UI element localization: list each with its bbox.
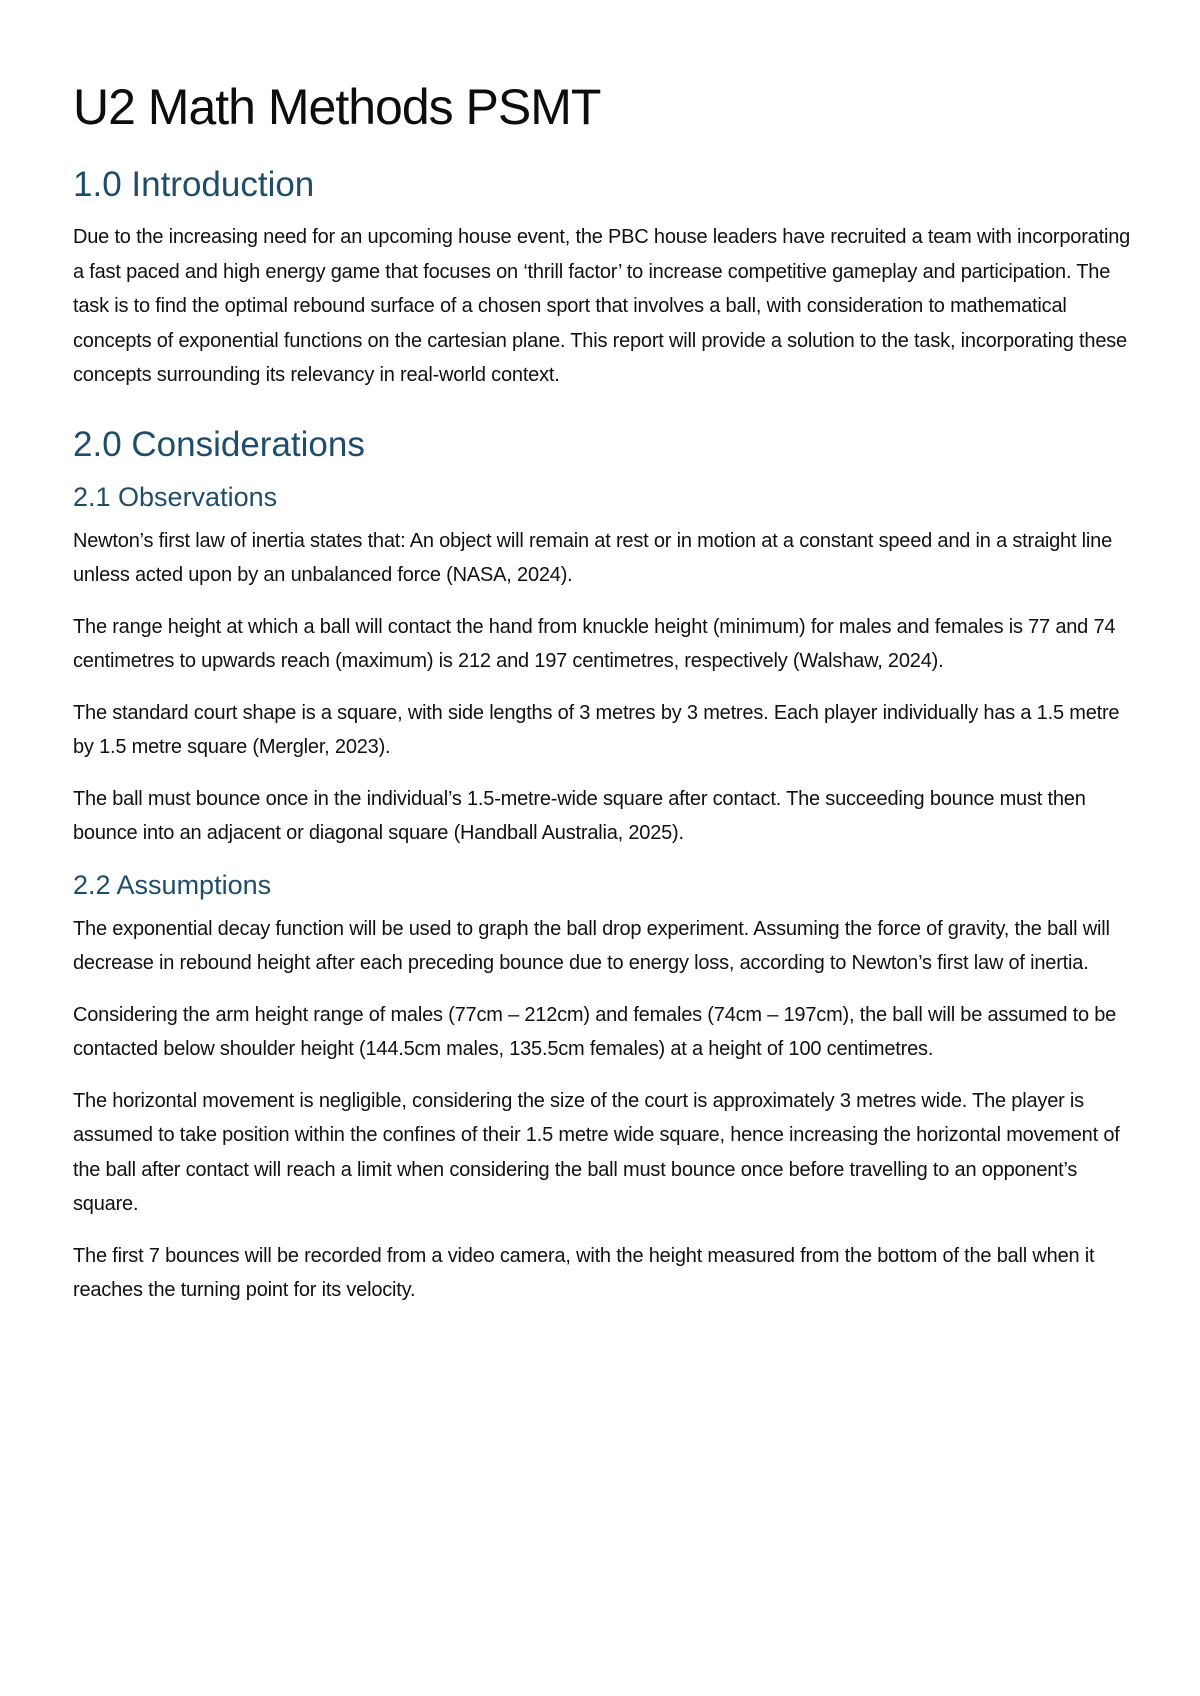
observation-paragraph: Newton’s first law of inertia states that: An object will remain at rest or in motion at a constant speed and in a straight line unless acted upon by an unbalanced force (NASA, 2024). (73, 529, 1113, 586)
section-considerations (73, 424, 1133, 1308)
assumption-paragraph: The exponential decay function will be used to graph the ball drop experiment. Assuming the force of gravity, the ball will decrease in rebound height after each preceding bounce due to energy loss, according to Newton’s first law of inertia. (73, 917, 1110, 974)
intro-paragraph: Due to the increasing need for an upcoming house event, the PBC house leaders have recruited a team with incorporating a fast paced and high energy game that focuses on ‘thrill factor’ to increase competitive gameplay and participation. The task is to find the optimal rebound surface of a chosen sport that involves a ball, with consideration to mathematical concepts of exponential functions on the cartesian plane. This report will provide a solution to the task, incorporating these concepts surrounding its relevancy in real-world context. (73, 226, 1131, 386)
document-title: U2 Math Methods PSMT (73, 79, 601, 135)
subsection-assumptions (73, 868, 1133, 1308)
assumption-paragraph: Considering the arm height range of males (77cm – 212cm) and females (74cm – 197cm), the ball will be assumed to be contacted below shoulder height (144.5cm males, 135.5cm females) at a height of 100 centimetres. (73, 1003, 1117, 1060)
assumption-paragraph: The first 7 bounces will be recorded from a video camera, with the height measured from the bottom of the ball when it reaches the turning point for its velocity. (73, 1244, 1095, 1301)
heading-assumptions: 2.2 Assumptions (73, 869, 272, 900)
heading-considerations: 2.0 Considerations (73, 424, 365, 464)
section-introduction (73, 164, 1133, 393)
assumption-paragraph: The horizontal movement is negligible, considering the size of the court is approximately 3 metres wide. The player is assumed to take position within the confines of their 1.5 metre wide square, hence increasing the horizontal movement of the ball after contact will reach a limit when considering the ball must bounce once before travelling to an opponent’s square. (73, 1089, 1120, 1215)
document-page (73, 72, 1133, 1325)
subsection-observations (73, 480, 1133, 851)
heading-observations: 2.1 Observations (73, 481, 278, 512)
observation-paragraph: The range height at which a ball will contact the hand from knuckle height (minimum) for males and females is 77 and 74 centimetres to upwards reach (maximum) is 212 and 197 centimetres, respectively (Walshaw, 2024). (73, 615, 1116, 672)
observation-paragraph: The standard court shape is a square, with side lengths of 3 metres by 3 metres. Each player individually has a 1.5 metre by 1.5 metre square (Mergler, 2023). (73, 701, 1120, 758)
observation-paragraph: The ball must bounce once in the individual’s 1.5-metre-wide square after contact. The succeeding bounce must then bounce into an adjacent or diagonal square (Handball Australia, 2025). (73, 787, 1086, 844)
heading-introduction: 1.0 Introduction (73, 165, 315, 204)
